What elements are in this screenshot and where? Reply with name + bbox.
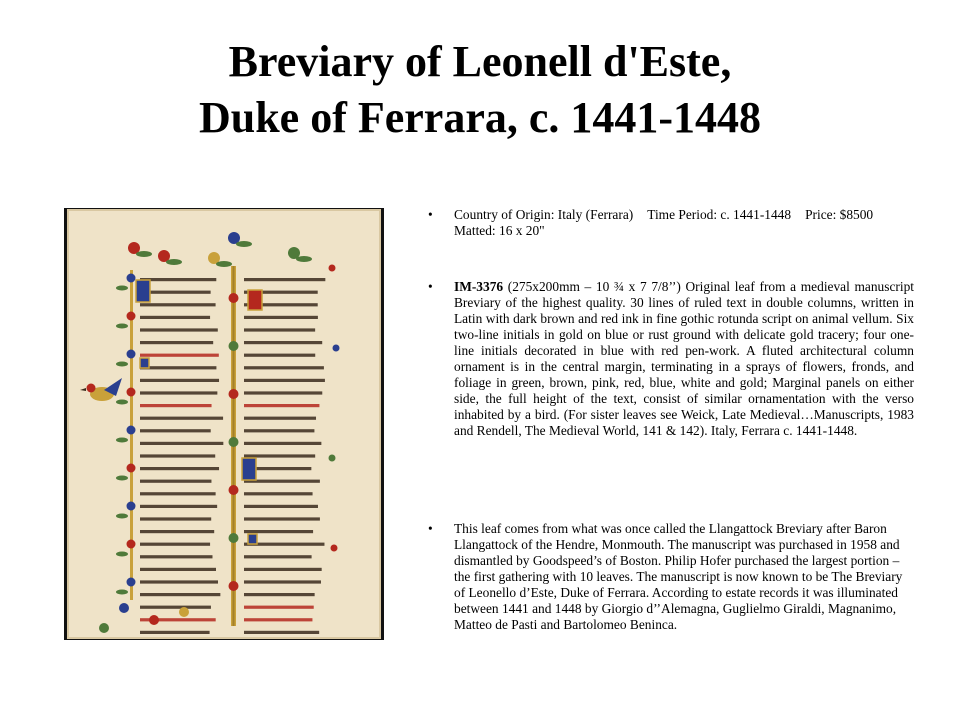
margin-leaf bbox=[116, 286, 128, 291]
manuscript-leaf-image bbox=[64, 208, 384, 640]
price: Price: $8500 bbox=[805, 207, 874, 222]
margin-flower bbox=[127, 464, 136, 473]
text-line bbox=[140, 580, 218, 583]
text-line bbox=[140, 530, 214, 533]
text-line bbox=[140, 379, 219, 382]
text-line bbox=[244, 631, 319, 634]
margin-leaf bbox=[116, 514, 128, 519]
text-line bbox=[140, 354, 219, 357]
margin-flower bbox=[127, 540, 136, 549]
spray-flower bbox=[99, 623, 109, 633]
text-line bbox=[244, 354, 315, 357]
illuminated-initial bbox=[242, 458, 256, 480]
column-knot bbox=[229, 437, 239, 447]
text-line bbox=[140, 593, 220, 596]
text-line bbox=[140, 631, 210, 634]
text-line bbox=[244, 492, 313, 495]
provenance-text: This leaf comes from what was once called the Llangattock Breviary after Baron Llangattock of the Hendre, Monmouth. The manuscript was purchased in 1958 and dismantled by Goodspeed’s of Boston. Philip Hofer purchased the largest portion – the first gathering with 10 leaves. The manuscript is now known to be The Breviary of Leonello d’Este, Duke of Ferrara. According to estate records it was illuminated between 1441 and 1448 by Giorgio d’’Alemagna, Guglielmo Giraldi, Magnanimo, Matteo de Pasti and Bartolomeo Beninca. bbox=[454, 521, 903, 632]
title-line-1: Breviary of Leonell d'Este, bbox=[228, 37, 732, 86]
bird-head bbox=[87, 384, 96, 393]
spray-flower bbox=[179, 607, 189, 617]
manuscript-leaf-illustration bbox=[64, 208, 384, 640]
text-line bbox=[140, 366, 216, 369]
item-id: IM-3376 bbox=[454, 279, 504, 294]
margin-leaf bbox=[116, 476, 128, 481]
text-line bbox=[140, 404, 212, 407]
column-knot bbox=[229, 533, 239, 543]
illuminated-initial bbox=[248, 534, 257, 544]
spray-leaf bbox=[236, 241, 252, 247]
text-line bbox=[244, 593, 315, 596]
text-line bbox=[140, 606, 211, 609]
text-line bbox=[140, 316, 210, 319]
list-item-details bbox=[424, 207, 914, 239]
title-line-2: Duke of Ferrara, c. 1441-1448 bbox=[198, 93, 762, 142]
slide-title bbox=[0, 34, 960, 146]
text-line bbox=[244, 530, 313, 533]
text-line bbox=[140, 429, 211, 432]
margin-flower bbox=[127, 426, 136, 435]
spray-flower bbox=[119, 603, 129, 613]
text-line bbox=[244, 442, 321, 445]
text-line bbox=[244, 417, 316, 420]
margin-flower bbox=[127, 350, 136, 359]
margin-leaf bbox=[116, 590, 128, 595]
margin-leaf bbox=[116, 438, 128, 443]
text-line bbox=[244, 328, 315, 331]
margin-flower bbox=[127, 502, 136, 511]
text-line bbox=[244, 379, 325, 382]
edge-flower bbox=[329, 265, 336, 272]
edge-flower bbox=[333, 345, 340, 352]
column-knot bbox=[229, 581, 239, 591]
bullet-icon: • bbox=[428, 279, 433, 294]
margin-flower bbox=[127, 388, 136, 397]
text-line bbox=[140, 543, 210, 546]
edge-flower bbox=[331, 545, 338, 552]
country-of-origin: Country of Origin: Italy (Ferrara) bbox=[454, 207, 634, 222]
spray-leaf bbox=[216, 261, 232, 267]
column-knot bbox=[229, 485, 239, 495]
text-line bbox=[244, 391, 322, 394]
text-line bbox=[140, 467, 219, 470]
text-line bbox=[140, 328, 218, 331]
illuminated-initial bbox=[140, 358, 149, 368]
column-knot bbox=[229, 293, 239, 303]
text-line bbox=[244, 505, 318, 508]
text-line bbox=[244, 568, 322, 571]
text-line bbox=[140, 278, 216, 281]
text-line bbox=[140, 517, 211, 520]
margin-leaf bbox=[116, 362, 128, 367]
time-period: Time Period: c. 1441-1448 bbox=[647, 207, 792, 222]
margin-leaf bbox=[116, 324, 128, 329]
bullet-icon: • bbox=[428, 207, 433, 222]
text-line bbox=[140, 568, 216, 571]
text-line bbox=[244, 366, 324, 369]
text-line bbox=[140, 391, 217, 394]
text-line bbox=[244, 517, 320, 520]
illuminated-initial bbox=[136, 280, 150, 302]
text-line bbox=[244, 454, 315, 457]
vellum-page bbox=[68, 210, 380, 638]
list-item-description bbox=[424, 279, 914, 439]
margin-leaf bbox=[116, 400, 128, 405]
illuminated-initial bbox=[248, 290, 262, 310]
column-knot bbox=[229, 389, 239, 399]
item-description: (275x200mm – 10 ¾ x 7 7/8’’) Original leaf from a medieval manuscript Breviary of the highest quality. 30 lines of ruled text in double columns, written in Latin with dark brown and red ink in fine gothic rotunda script on animal vellum. Six two-line initials in gold on blue or rust ground with delicate gold tracery; four one-line initials decorated in blue with red pen-work. A fluted architectural column ornament is in the central margin, terminating in a sprays of flowers, fronds, and foliage in green, brown, pink, red, blue, white and gold; Marginal panels on either side, the full height of the text, consist of similar ornamentation with the verso inhabited by a bird. (For sister leaves see Weick, Late Medieval…Manuscripts, 1983 and Rendell, The Medieval World, 141 & 142). Italy, Ferrara c. 1441-1448. bbox=[454, 279, 914, 438]
text-line bbox=[244, 555, 312, 558]
spray-leaf bbox=[296, 256, 312, 262]
text-line bbox=[244, 606, 314, 609]
text-line bbox=[244, 404, 319, 407]
spray-flower bbox=[149, 615, 159, 625]
text-line bbox=[244, 278, 325, 281]
text-line bbox=[140, 505, 217, 508]
margin-flower bbox=[127, 312, 136, 321]
margin-flower bbox=[127, 274, 136, 283]
margin-flower bbox=[127, 578, 136, 587]
text-line bbox=[244, 316, 318, 319]
spray-leaf bbox=[166, 259, 182, 265]
text-line bbox=[140, 303, 216, 306]
margin-leaf bbox=[116, 552, 128, 557]
matted-size: Matted: 16 x 20" bbox=[454, 223, 545, 238]
text-line bbox=[140, 454, 215, 457]
list-item-provenance bbox=[424, 521, 914, 633]
bullet-icon: • bbox=[428, 521, 433, 536]
spray-leaf bbox=[136, 251, 152, 257]
column-knot bbox=[229, 341, 239, 351]
text-line bbox=[140, 341, 213, 344]
text-line bbox=[140, 480, 211, 483]
text-line bbox=[140, 555, 212, 558]
text-line bbox=[244, 618, 312, 621]
text-line bbox=[140, 442, 223, 445]
text-line bbox=[244, 341, 322, 344]
text-line bbox=[244, 580, 321, 583]
text-line bbox=[140, 417, 223, 420]
text-line bbox=[244, 429, 314, 432]
edge-flower bbox=[329, 455, 336, 462]
text-line bbox=[140, 492, 216, 495]
